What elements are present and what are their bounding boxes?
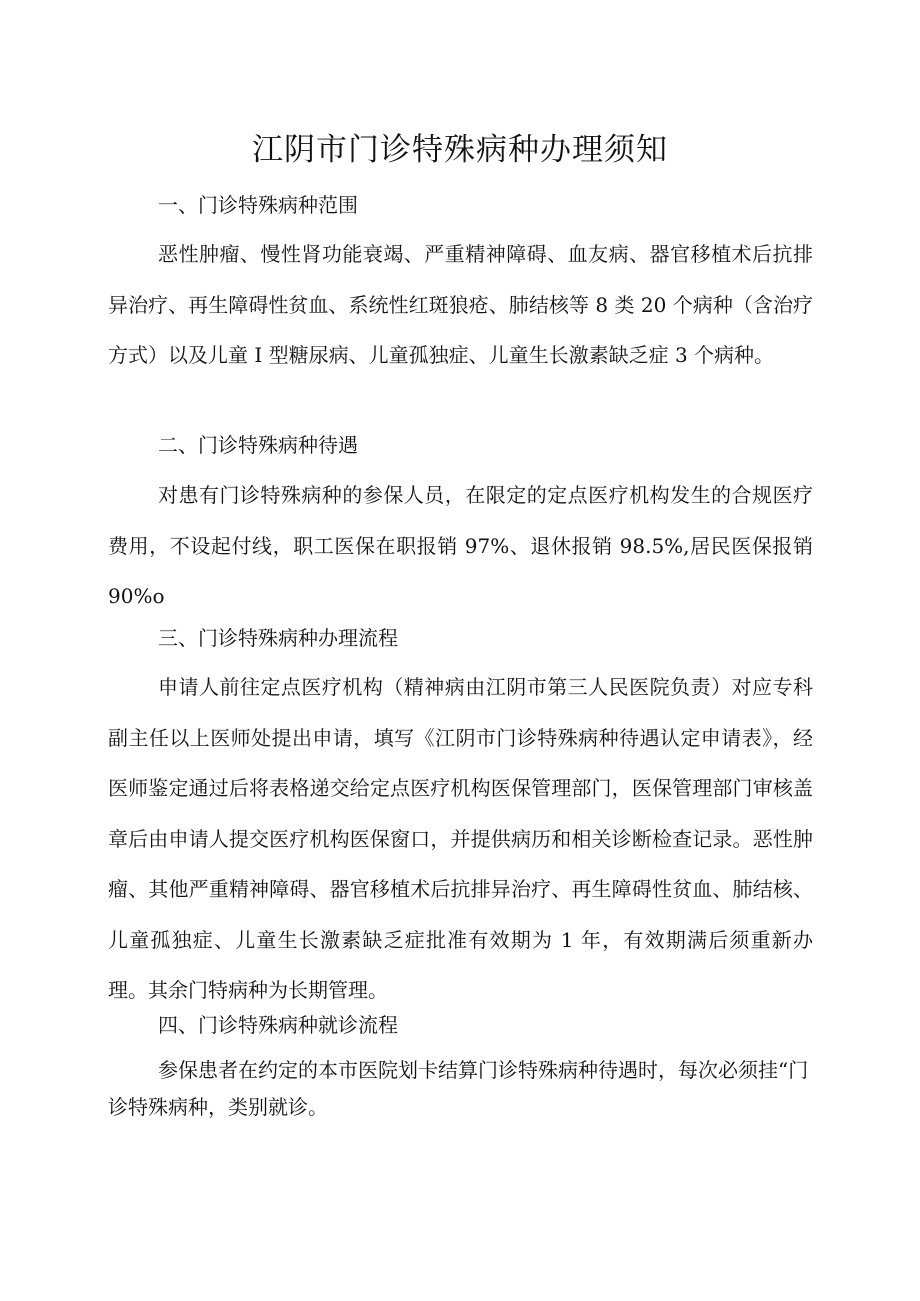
section-heading-procedure: 三、门诊特殊病种办理流程 — [158, 626, 398, 650]
section-heading-visit: 四、门诊特殊病种就诊流程 — [158, 1013, 398, 1037]
section-heading-benefits: 二、门诊特殊病种待遇 — [158, 433, 358, 457]
document-title: 江阴市门诊特殊病种办理须知 — [252, 132, 668, 168]
section-body-visit: 参保患者在约定的本市医院划卡结算门诊特殊病种待遇时，每次必须挂“门诊特殊病种，类别就诊。 — [108, 1058, 809, 1119]
section-body-scope: 恶性肿瘤、慢性肾功能衰竭、严重精神障碍、血友病、器官移植术后抗排异治疗、再生障碍性贫血、系统性红斑狼疮、肺结核等 8 类 20 个病种（含治疗方式）以及儿童 I 型糖尿病、儿童孤独症、儿童生长激素缺乏症 3 个病种。 — [108, 242, 813, 367]
section-heading-scope: 一、门诊特殊病种范围 — [158, 193, 358, 217]
section-body-benefits: 对患有门诊特殊病种的参保人员，在限定的定点医疗机构发生的合规医疗费用，不设起付线，职工医保在职报销 97%、退休报销 98.5%,居民医保报销 90%o — [108, 483, 813, 608]
section-body-procedure: 申请人前往定点医疗机构（精神病由江阴市第三人民医院负责）对应专科副主任以上医师处提出申请，填写《江阴市门诊特殊病种待遇认定申请表》，经医师鉴定通过后将表格递交给定点医疗机构医保管理部门，医保管理部门审核盖章后由申请人提交医疗机构医保窗口，并提供病历和相关诊断检查记录。恶性肿瘤、其他严重精神障碍、器官移植术后抗排异治疗、再生障碍性贫血、肺结核、儿童孤独症、儿童生长激素缺乏症批准有效期为 1 年，有效期满后须重新办理。其余门特病种为长期管理。 — [108, 675, 813, 1002]
